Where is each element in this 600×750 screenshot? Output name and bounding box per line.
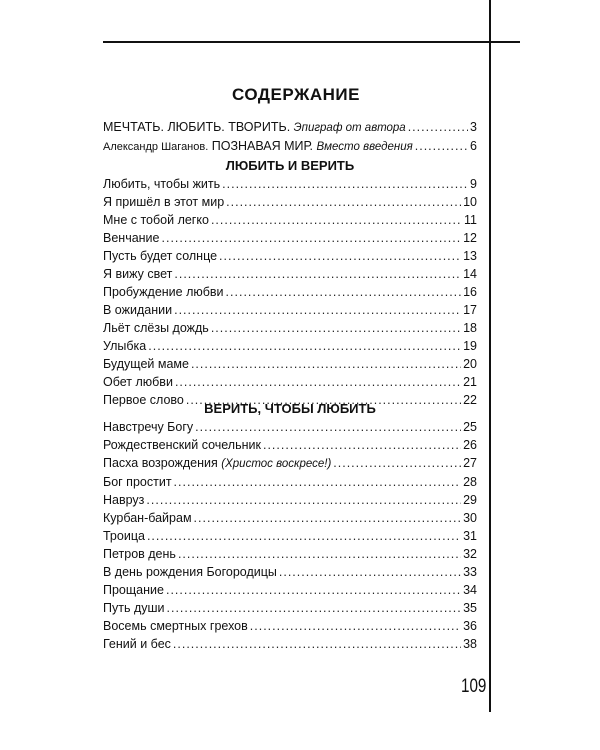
toc-entry-title: Пусть будет солнце xyxy=(103,249,218,263)
dot-leader xyxy=(174,473,462,491)
toc-entry-page: 34 xyxy=(463,583,477,597)
toc-entry-page: 36 xyxy=(463,619,477,633)
page-title: СОДЕРЖАНИЕ xyxy=(232,85,360,104)
toc-entry xyxy=(103,617,477,635)
toc-entry xyxy=(103,355,477,373)
toc-entry-title: Пробуждение любви xyxy=(103,285,224,299)
toc-entry-page: 28 xyxy=(463,475,477,489)
dot-leader xyxy=(167,599,462,617)
dot-leader xyxy=(226,283,462,301)
section-list xyxy=(103,418,477,653)
toc-entry xyxy=(103,319,477,337)
toc-entry-title: Мне с тобой легко xyxy=(103,213,209,227)
dot-leader xyxy=(408,118,468,136)
dot-leader xyxy=(415,137,468,155)
toc-entry-title: Я вижу свет xyxy=(103,267,173,281)
toc-entry-title: Любить, чтобы жить xyxy=(103,177,221,191)
dot-leader xyxy=(219,247,461,265)
toc-entry-page: 31 xyxy=(463,529,477,543)
toc-entry xyxy=(103,599,477,617)
toc-entry-subtitle: Вместо введения xyxy=(316,141,413,153)
toc-entry-page: 38 xyxy=(463,637,477,651)
toc-entry xyxy=(103,563,477,581)
dot-leader xyxy=(174,265,461,283)
toc-entry-page: 29 xyxy=(463,493,477,507)
dot-leader xyxy=(211,319,461,337)
toc-entry xyxy=(103,491,477,509)
toc-entry-page: 20 xyxy=(463,357,477,371)
section-list xyxy=(103,175,477,409)
dot-leader xyxy=(175,373,461,391)
toc-entry xyxy=(103,581,477,599)
toc-entry-title: В ожидании xyxy=(103,303,173,317)
toc-entry xyxy=(103,118,477,137)
toc-entry xyxy=(103,137,477,156)
toc-entry-page: 33 xyxy=(463,565,477,579)
dot-leader xyxy=(147,527,461,545)
toc-entry-title: Курбан-байрам xyxy=(103,511,192,525)
dot-leader xyxy=(333,454,461,472)
page-number: 109 xyxy=(461,676,487,697)
dot-leader xyxy=(146,491,461,509)
toc-entry xyxy=(103,635,477,653)
toc-entry xyxy=(103,301,477,319)
dot-leader xyxy=(226,193,461,211)
toc-entry-page: 27 xyxy=(463,456,477,470)
toc-entry-title: Бог простит xyxy=(103,475,172,489)
toc-entry-title: Венчание xyxy=(103,231,160,245)
toc-entry-title: Навруз xyxy=(103,493,145,507)
toc-entry-title: Троица xyxy=(103,529,145,543)
toc-entry-title: Рождественский сочельник xyxy=(103,438,261,452)
dot-leader xyxy=(148,337,461,355)
toc-entry-page: 14 xyxy=(463,267,477,281)
toc-entry-page: 26 xyxy=(463,438,477,452)
toc-entry-title: Гений и бес xyxy=(103,637,171,651)
toc-entry-page: 3 xyxy=(470,120,477,134)
toc-entry xyxy=(103,418,477,436)
toc-entry xyxy=(103,373,477,391)
toc-entry xyxy=(103,211,477,229)
toc-entry-title: В день рождения Богородицы xyxy=(103,565,277,579)
toc-entry-title: Петров день xyxy=(103,547,176,561)
dot-leader xyxy=(211,211,462,229)
toc-entry-title: Навстречу Богу xyxy=(103,420,194,434)
toc-entry-page: 16 xyxy=(463,285,477,299)
toc-entry-page: 17 xyxy=(463,303,477,317)
right-margin-rule xyxy=(489,0,491,712)
toc-entry xyxy=(103,265,477,283)
toc-entry-title: Обет любви xyxy=(103,375,173,389)
toc-entry-page: 22 xyxy=(463,393,477,407)
toc-entry-title: ПОЗНАВАЯ МИР. xyxy=(211,139,313,153)
dot-leader xyxy=(166,581,461,599)
toc-entry-title: МЕЧТАТЬ. ЛЮБИТЬ. ТВОРИТЬ. xyxy=(103,120,291,134)
toc-entry-title: Прощание xyxy=(103,583,164,597)
dot-leader xyxy=(195,418,461,436)
toc-entry xyxy=(103,283,477,301)
toc-entry-page: 11 xyxy=(464,213,477,227)
toc-entry xyxy=(103,175,477,193)
toc-entry-page: 30 xyxy=(463,511,477,525)
dot-leader xyxy=(279,563,461,581)
dot-leader xyxy=(174,301,461,319)
toc-entry-page: 12 xyxy=(463,231,477,245)
toc-entry xyxy=(103,509,477,527)
intro-list xyxy=(103,118,477,156)
toc-entry-title: Пасха возрождения xyxy=(103,456,218,470)
toc-entry-page: 35 xyxy=(463,601,477,615)
toc-entry xyxy=(103,337,477,355)
section-heading: ЛЮБИТЬ И ВЕРИТЬ xyxy=(225,158,355,173)
dot-leader xyxy=(162,229,462,247)
dot-leader xyxy=(173,635,461,653)
dot-leader xyxy=(250,617,461,635)
toc-entry xyxy=(103,193,477,211)
toc-entry-title: Будущей маме xyxy=(103,357,189,371)
toc-entry-page: 32 xyxy=(463,547,477,561)
toc-entry-title: Я пришёл в этот мир xyxy=(103,195,225,209)
toc-entry xyxy=(103,473,477,491)
dot-leader xyxy=(263,436,461,454)
toc-entry-page: 9 xyxy=(470,177,477,191)
toc-entry-subtitle: (Христос воскресе!) xyxy=(221,458,332,470)
dot-leader xyxy=(191,355,461,373)
toc-entry-page: 13 xyxy=(463,249,477,263)
toc-entry-page: 25 xyxy=(463,420,477,434)
toc-entry-page: 19 xyxy=(463,339,477,353)
toc-entry-page: 21 xyxy=(463,375,477,389)
toc-entry xyxy=(103,454,477,473)
toc-entry xyxy=(103,229,477,247)
dot-leader xyxy=(222,175,468,193)
toc-entry-page: 6 xyxy=(470,139,477,153)
toc-entry-title: Улыбка xyxy=(103,339,147,353)
toc-entry-author: Александр Шаганов. xyxy=(103,141,209,153)
toc-entry-page: 10 xyxy=(463,195,477,209)
toc-entry xyxy=(103,545,477,563)
dot-leader xyxy=(178,545,461,563)
top-rule xyxy=(103,41,520,43)
toc-entry-title: Первое слово xyxy=(103,393,184,407)
toc-entry xyxy=(103,247,477,265)
toc-entry-subtitle: Эпиграф от автора xyxy=(293,122,406,134)
toc-entry xyxy=(103,436,477,454)
section-heading: ВЕРИТЬ, ЧТОБЫ ЛЮБИТЬ xyxy=(204,401,376,416)
dot-leader xyxy=(194,509,462,527)
toc-entry-page: 18 xyxy=(463,321,477,335)
toc-entry-title: Путь души xyxy=(103,601,165,615)
toc-entry xyxy=(103,527,477,545)
toc-entry-title: Льёт слёзы дождь xyxy=(103,321,209,335)
toc-entry-title: Восемь смертных грехов xyxy=(103,619,248,633)
